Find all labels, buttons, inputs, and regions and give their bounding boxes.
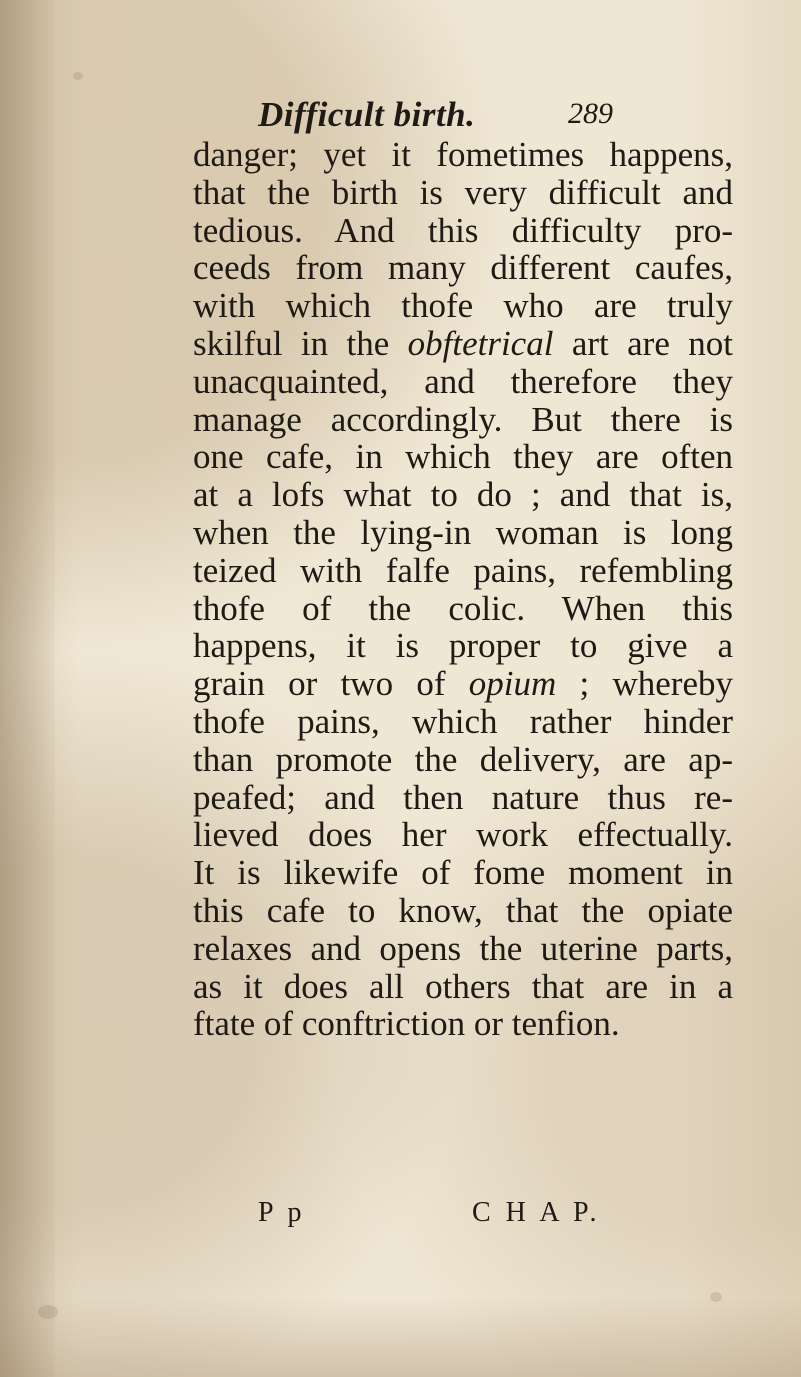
body-text (193, 136, 733, 1043)
running-title: Difficult birth. (258, 95, 476, 134)
catchword: C H A P. (472, 1197, 601, 1228)
text-line-14: happens, it is proper to give a (193, 626, 733, 666)
text-line-1: danger; yet it fometimes happens, (193, 135, 733, 174)
italic-term-obstetrical: obftetrical (407, 323, 554, 363)
text-line-6-start: skilful in the (193, 323, 408, 363)
text-line-15-start: grain or two of (193, 664, 469, 704)
left-page-edge-shadow (0, 0, 55, 1377)
bottom-page-edge-shadow (0, 1297, 801, 1377)
text-line-19: lieved does her work effectually. (193, 815, 733, 855)
page-header (258, 95, 648, 135)
text-line-3: tedious. And this difficulty pro- (193, 210, 733, 250)
text-line-6 (193, 325, 733, 363)
catchword-row (258, 1197, 678, 1237)
text-line-7: unacquainted, and therefore they (193, 361, 733, 401)
text-line-8: manage accordingly. But there is (193, 399, 733, 439)
paper-speck (73, 72, 83, 80)
signature-mark: P p (258, 1197, 306, 1228)
text-line-15 (193, 665, 733, 703)
text-line-16: thofe pains, which rather hinder (193, 701, 733, 741)
text-line-12: teized with falfe pains, refembling (193, 550, 733, 590)
text-line-17: than promote the delivery, are ap- (193, 739, 733, 779)
page-number: 289 (568, 97, 613, 130)
text-line-9: one cafe, in which they are often (193, 437, 733, 477)
text-line-21: this cafe to know, that the opiate (193, 890, 733, 930)
text-line-4: ceeds from many different caufes, (193, 248, 733, 288)
paper-speck (38, 1305, 58, 1319)
text-line-15-end: ; whereby (556, 664, 733, 704)
text-line-23: as it does all others that are in a (193, 966, 733, 1006)
text-line-10: at a lofs what to do ; and that is, (193, 475, 733, 515)
text-line-5: with which thofe who are truly (193, 286, 733, 326)
text-line-20: It is likewife of fome moment in (193, 853, 733, 893)
text-line-24: ftate of conftriction or tenfion. (193, 1004, 620, 1044)
text-line-6-end: art are not (553, 323, 733, 363)
text-line-22: relaxes and opens the uterine parts, (193, 928, 733, 968)
text-line-11: when the lying-in woman is long (193, 512, 733, 552)
text-line-13: thofe of the colic. When this (193, 588, 733, 628)
text-line-18: peafed; and then nature thus re- (193, 777, 733, 817)
paper-speck (710, 1292, 722, 1302)
italic-term-opium: opium (468, 664, 557, 704)
text-line-2: that the birth is very difficult and (193, 172, 733, 212)
